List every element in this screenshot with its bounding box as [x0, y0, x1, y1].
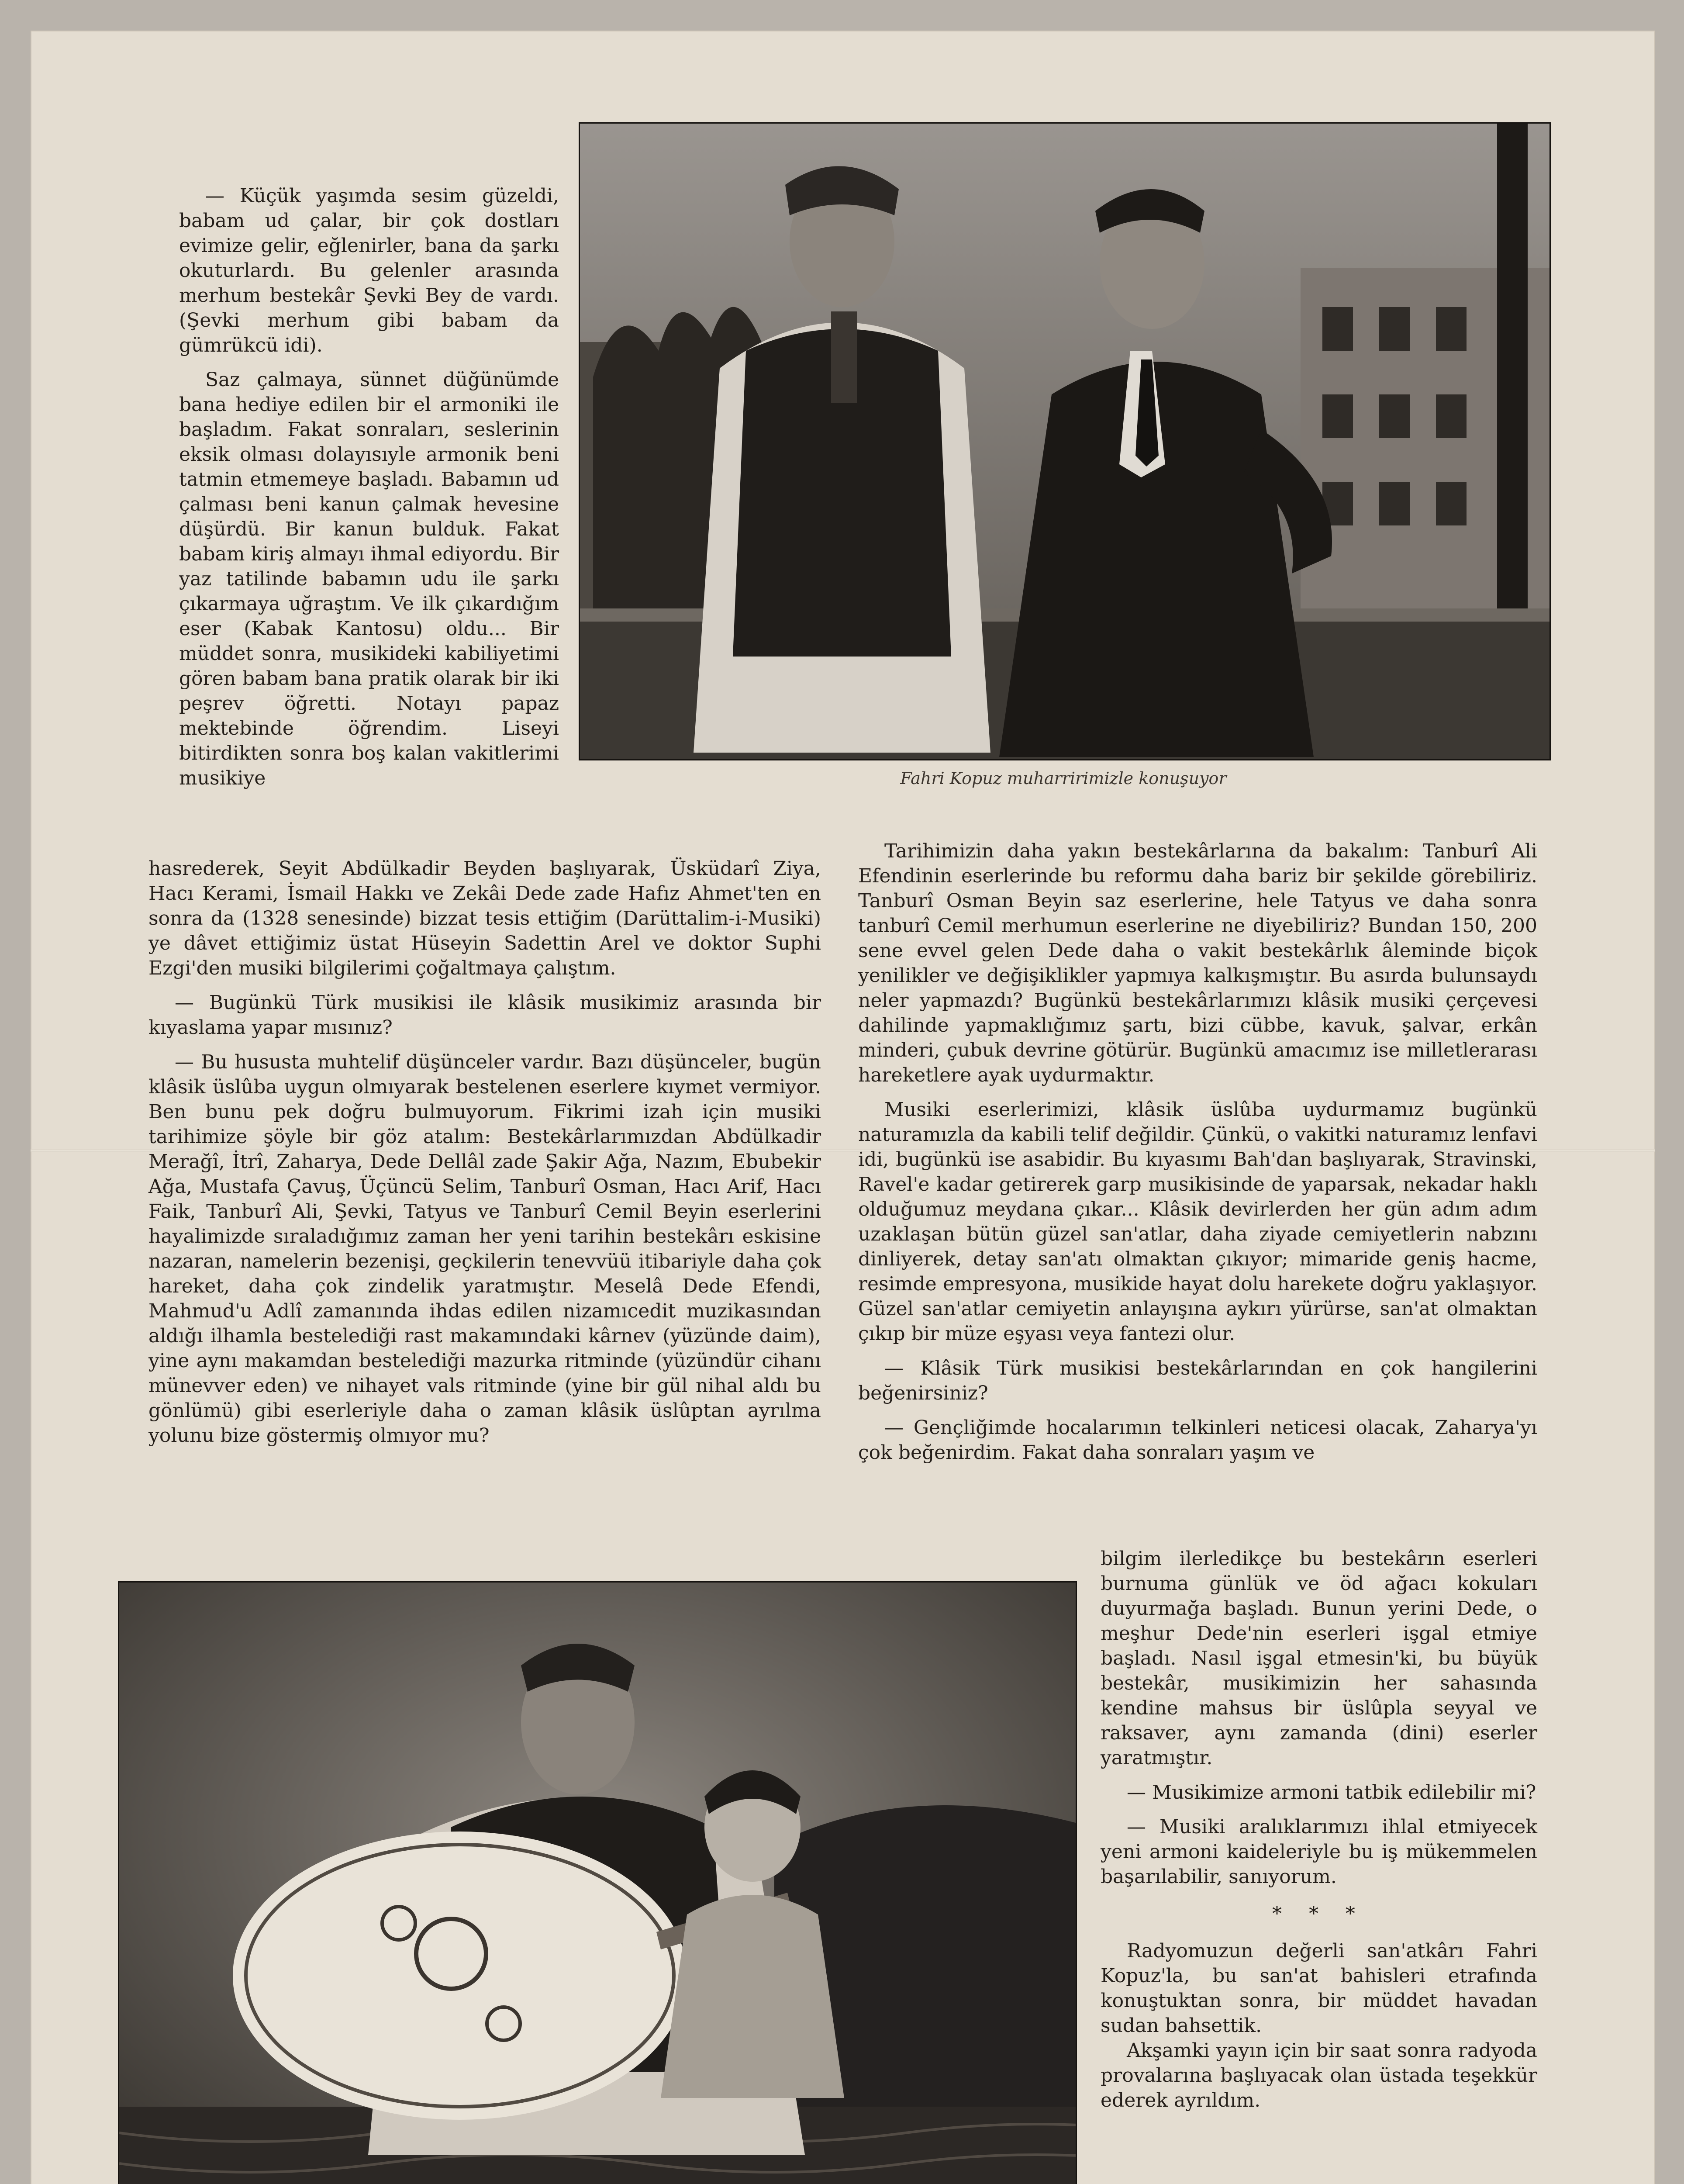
right-column — [858, 839, 1537, 1465]
photo-oud-player-illustration — [119, 1583, 1076, 2184]
magazine-page — [31, 31, 1655, 2184]
photo-oud-player-with-child — [118, 1581, 1077, 2184]
paragraph: Musiki eserlerimizi, klâsik üslûba uydurmamız bugünkü naturamızla da kabili telif değildir. Çünkü, o vakitki naturamız lenfavi idi, bugünkü ise asabidir. Bu kıyasımı Bah'dan başlıyarak, Stravinski, Ravel'e kadar getirerek garp musikisinde de yaparsak, nekadar haklı olduğumuz meydana çıkar... Klâsik devirlerden her gün adım adım uzaklaşan bütün güzel san'atlar, daha ziyade cemiyetlerin nabzını dinliyerek, detay san'atı olmaktan çıkıyor; mimaride geniş hacme, resimde empresyona, musikide hayat dolu harekete doğru yaklaşıyor. Güzel san'atlar cemiyetin anlayışına aykırı yürürse, san'at olmaktan çıkıp bir müze eşyası veya fantezi olur. — [858, 1099, 1537, 1345]
paragraph: — Küçük yaşımda sesim güzeldi, babam ud çalar, bir çok dostları evimize gelir, eğlenirler, bana da şarkı okuturlardı. Bu gelenler arasında merhum bestekâr Şevki Bey de vardı. (Şevki merhum gibi babam da gümrükcü idi). — [179, 185, 559, 356]
photo-two-men-talking — [579, 122, 1551, 760]
right-column-narrow — [1101, 1546, 1537, 2113]
closing-paragraph: Radyomuzun değerli san'atkârı Fahri Kopuz'la, bu san'at bahisleri etrafında konuştuktan sonra, bir müddet havadan sudan bahsettik. — [1101, 1940, 1537, 2037]
left-column-wide — [148, 856, 821, 1448]
caption-top-photo: Fahri Kopuz muharririmizle konuşuyor — [900, 769, 1227, 788]
paragraph: bilgim ilerledikçe bu bestekârın eserleri burnuma günlük ve öd ağacı kokuları duyurmağa başladı. Bunun yerini Dede, o meşhur Dede'nin eserleri işgal etmiye başladı. Nasıl işgal etmesin'ki, bu büyük bestekâr, musikimizin her sahasında kendine mahsus bir üslûpla seyyal ve raksaver, aynı zamanda (dini) eserler yaratmıştır. — [1101, 1548, 1537, 1769]
left-column-top — [179, 183, 559, 791]
answer: — Musiki aralıklarımızı ihlal etmiyecek yeni armoni kaideleriyle bu iş mükemmelen başarılabilir, sanıyorum. — [1101, 1816, 1537, 1888]
question: — Musikimize armoni tatbik edilebilir mi? — [1127, 1781, 1536, 1804]
paragraph: Saz çalmaya, sünnet düğünümde bana hediye edilen bir el armoniki ile başladım. Fakat sonraları, seslerinin eksik olması dolayısıyle armonik beni tatmin etmemeye başladı. Babamın ud çalması beni kanun çalmak hevesine düşürdü. Bir kanun bulduk. Fakat babam kiriş almayı ihmal ediyordu. Bir yaz tatilinde babamın udu ile şarkı çıkarmaya uğraştım. Ve ilk çıkardığım eser (Kabak Kantosu) oldu... Bir müddet sonra, musikideki kabiliyetimi gören babam bana pratik olarak bir iki peşrev öğretti. Notayı papaz mektebinde öğrendim. Liseyi bitirdikten sonra boş kalan vakitlerimi musikiye — [179, 369, 559, 789]
section-separator: * * * — [1272, 1903, 1366, 1925]
question: — Klâsik Türk musikisi bestekârlarından en çok hangilerini beğenirsiniz? — [858, 1357, 1537, 1404]
paragraph: hasrederek, Seyit Abdülkadir Beyden başlıyarak, Üsküdarî Ziya, Hacı Kerami, İsmail Hakkı ve Zekâi Dede zade Hafız Ahmet'ten en sonra da (1328 senesinde) bizzat tesis ettiğim (Darüttalim-i-Musiki) ye dâvet ettiğimiz üstat Hüseyin Sadettin Arel ve doktor Suphi Ezgi'den musiki bilgilerimi çoğaltmaya çalıştım. — [148, 857, 821, 979]
closing-paragraph: Akşamki yayın için bir saat sonra radyoda provalarına başlıyacak olan üstada teşekkür ederek ayrıldım. — [1101, 2039, 1537, 2111]
paragraph: Tarihimizin daha yakın bestekârlarına da bakalım: Tanburî Ali Efendinin eserlerinde bu reformu daha bariz bir şekilde görebiliriz. Tanburî Osman Beyin saz eserlerine, hele Tatyus ve daha sonra tanburî Cemil merhumun eserlerine ne diyebiliriz? Bundan 150, 200 sene evvel gelen Dede daha o vakit bestekârlık âleminde biçok yenilikler ve değişiklikler yapmıya kalkışmıştır. Bu asırda bulunsaydı neler yapmazdı? Bugünkü bestekârlarımızı klâsik musiki çerçevesi dahilinde yapmaklığımız şartı, bizi cübbe, kavuk, şalvar, erkân minderi, çubuk devrine götürür. Bugünkü amacımız ise milletlerarası hareketlere ayak uydurmaktır. — [858, 840, 1537, 1086]
paragraph: — Bu hususta muhtelif düşünceler vardır. Bazı düşünceler, bugün klâsik üslûba uygun olmıyarak bestelenen eserlere kıymet vermiyor. Ben bunu pek doğru bulmuyorum. Fikrimi izah için musiki tarihimize şöyle bir göz atalım: Bestekârlarımızdan Abdülkadir Merağî, İtrî, Zaharya, Dede Dellâl zade Şakir Ağa, Nazım, Ebubekir Ağa, Mustafa Çavuş, Üçüncü Selim, Tanburî Osman, Hacı Arif, Hacı Faik, Tanburî Ali, Şevki, Tatyus ve Tanburî Cemil Beyin eserlerini hayalimizde sıraladığımız zaman her yeni tarihin bestekârı eskisine nazaran, namelerin bezenişi, geçkilerin tenevvüü itibariyle daha çok hareket, daha çok zindelik yaratmıştır. Meselâ Dede Efendi, Mahmud'u Adlî zamanında ihdas edilen nizamıcedit muzikasından aldığı ilhamla bestelediği rast makamındaki kârnev (yüzünde daim), yine aynı makamdan bestelediği mazurka ritminde (yüzündür cihanı münevver eden) ve nihayet vals ritminde (yine bir gül nihal aldı bu gönlümü) gibi eserleriyle daha o zaman klâsik üslûptan ayrılma yolunu bize göstermiş olmıyor mu? — [148, 1051, 821, 1447]
photo-two-men-illustration — [580, 124, 1549, 759]
paragraph: — Gençliğimde hocalarımın telkinleri neticesi olacak, Zaharya'yı çok beğenirdim. Fakat daha sonraları yaşım ve — [858, 1417, 1537, 1464]
question: — Bugünkü Türk musikisi ile klâsik musikimiz arasında bir kıyaslama yapar mısınız? — [148, 992, 821, 1039]
